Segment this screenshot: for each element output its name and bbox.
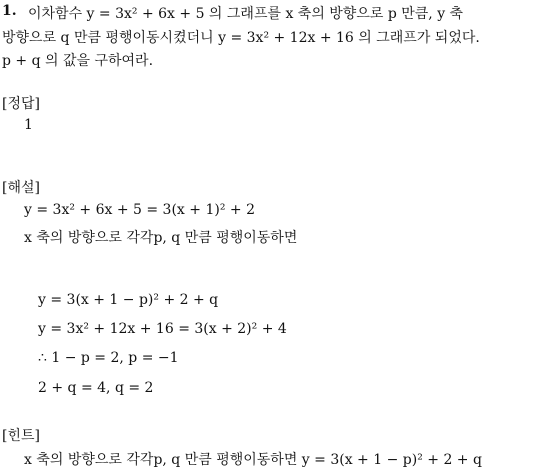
problem-line-3: p + q 의 값을 구하여라. xyxy=(2,53,154,69)
solution-equation-2: y = 3x² + 12x + 16 = 3(x + 2)² + 4 xyxy=(38,321,287,337)
hint-heading: [힌트] xyxy=(2,428,40,444)
solution-equation-3: ∴ 1 − p = 2, p = −1 xyxy=(38,350,179,366)
answer-value: 1 xyxy=(24,117,33,133)
solution-equation-4: 2 + q = 4, q = 2 xyxy=(38,380,154,396)
hint-line-1: x 축의 방향으로 각각p, q 만큼 평행이동하면 y = 3(x + 1 − p)² + 2 + q xyxy=(24,452,482,468)
solution-line-2: x 축의 방향으로 각각p, q 만큼 평행이동하면 xyxy=(24,230,298,246)
solution-equation-1: y = 3(x + 1 − p)² + 2 + q xyxy=(38,292,219,308)
problem-number: 1. xyxy=(2,3,17,19)
problem-line-2: 방향으로 q 만큼 평행이동시켰더니 y = 3x² + 12x + 16 의 그래프가 되었다. xyxy=(2,30,480,46)
answer-heading: [정답] xyxy=(2,96,40,112)
problem-line-1: 이차함수 y = 3x² + 6x + 5 의 그래프를 x 축의 방향으로 p 만큼, y 축 xyxy=(28,6,464,22)
solution-line-1: y = 3x² + 6x + 5 = 3(x + 1)² + 2 xyxy=(24,202,255,218)
solution-heading: [해설] xyxy=(2,180,40,196)
